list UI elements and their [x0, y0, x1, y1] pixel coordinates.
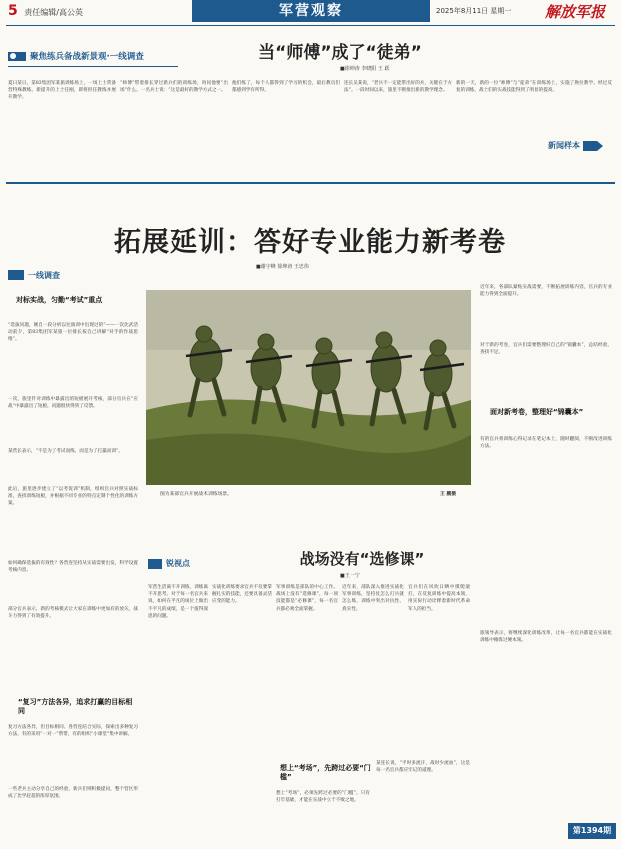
left-col-tag-label: 一线调查 — [28, 270, 60, 280]
left-col-para-4: 此后，旅里逐步建立了“以考促训”机制，组织官兵对照实战标准，查找训练短板，并根据不同专业的特点定制个性化的训练方案。 — [8, 487, 138, 507]
right-col-para-2: 对于新的考卷，官兵们需要整理好自己的“锦囊本”，总结经验，查找不足。 — [480, 343, 612, 356]
section-rule — [6, 182, 615, 184]
newspaper-logo: 解放军报 — [545, 3, 606, 21]
banner-title: 拓展延训：答好专业能力新考卷 — [114, 227, 506, 258]
header-rule — [6, 25, 615, 26]
sidebar-tag — [148, 558, 190, 569]
lead-article-col4: 连长吴某说，“老兵不一定能带出好的兵，关键在于方法”。一段时间以来，旅里不断推出新的教学理念。 — [344, 81, 452, 94]
right-col-para-3: 有的官兵将训练心得记录在笔记本上，随时翻阅，不断改进训练方法。 — [480, 437, 612, 450]
photo-caption: 图为某部官兵开展战术训练场景。 — [160, 492, 232, 497]
zhandou-title: 战场没有“选修课” — [299, 550, 425, 568]
zhandou-para-2: 近年来，部队深入推进实战化军事训练，坚持仗怎么打兵就怎么练，训练中突出对抗性、真实性。 — [342, 585, 404, 612]
right-col-para-1: 近年来，各部队紧贴实战需要，不断拓展训练内容，官兵的专业能力得到全面提升。 — [480, 285, 612, 298]
sidebar-para-2: 实战化训练要求官兵不仅要掌握扎实的技能，还要具备灵活应变的能力。 — [212, 585, 272, 605]
photo-credit: 王 鹏摄 — [440, 492, 457, 497]
left-col-tag — [8, 268, 138, 282]
eye-icon — [148, 559, 162, 569]
lead-article-title: 当“师傅”成了“徒弟” — [258, 43, 422, 63]
zhandou-para-4: 想上“考场”，必须先跨过必要的“门槛”。只有打牢基础，才能在实战中立于不败之地。 — [276, 791, 370, 804]
left-col-para-1: “选拔问题，刚自一段分析以往演训中出现过的”——一次比武活动前夕，第83集团军某旅一位排长按自己讲解“对手的作战思维”。 — [8, 323, 138, 343]
left-col-para-7: 复习方法各异，但目标相同。各营连结合实际，探索出多种复习方法，有的采用“一对一”帮带，有的组织“小课堂”集中讲解。 — [8, 725, 138, 738]
lead-article-col3: 他们练了，每个人都得到了学习的机会，最后教员们都感到学有所得。 — [232, 81, 340, 94]
lead-article-col5: 新的一天，新的一位“师傅”与“徒弟”在训练场上，实施了换位教学。经过反复的训练，战士们的实战技能得到了明显的提高。 — [456, 81, 612, 94]
flag-icon — [8, 270, 24, 280]
left-col-para-2: 一次，旅里针对训练中暴露出的短板展开考核，部分官兵在“应战”中暴露出了短板，问题很快得到了反馈。 — [8, 397, 138, 410]
zhandou-para-1: 军事训练是部队的中心工作。战场上没有“选修课”，每一项技能都是“必修课”，每一名官兵都必须全面掌握。 — [276, 585, 338, 612]
news-sample-tag — [548, 140, 603, 151]
soldiers-photo-graphic — [146, 290, 471, 485]
arrow-icon — [583, 141, 603, 151]
training-photo — [146, 290, 471, 485]
news-sample-label: 新闻样本 — [548, 141, 580, 150]
left-col-para-6: 部分官兵表示，新的考核模式让大家在训练中更加有的放矢，战斗力得到了有效提升。 — [8, 607, 138, 620]
tag-rule — [8, 66, 178, 67]
issue-date: 2025年8月11日 星期一 — [436, 7, 512, 15]
lead-article-col1: 夏日某日，第83集团军某旅训练场上，一场上士常备营特殊教练。新提升的上士任刚，即将担任教练并展开教学。 — [8, 81, 116, 101]
lead-article-byline: ■徐坤涛 李晓阳 王 跃 — [340, 66, 390, 72]
left-col-subhead-2: “复习”方法各异，追求打赢的目标相同 — [18, 698, 133, 715]
series-tag — [8, 48, 188, 64]
left-col-para-3: 某营长表示，“不是为了考试而练，而是为了打赢而训”。 — [8, 449, 123, 454]
lead-article-col2: “师傅”带着排长穿过新兵们的训练场，询问他要“出场”什么。一名兵士说：“这是最好的教学方式之一。 — [120, 81, 228, 94]
sidebar-tag-label: 锐视点 — [166, 559, 190, 568]
zhandou-subhead: 想上“考场”，先跨过必要“门槛” — [280, 764, 371, 781]
left-col-subhead-1: 对标实战，匀勤“考试”重点 — [16, 296, 103, 304]
zhandou-para-5: 某连长说，“平时多流汗，战时少流血”，这是每一名官兵都应牢记的道理。 — [376, 761, 470, 774]
issue-badge: 第1394期 — [568, 823, 616, 839]
section-banner: 军营观察 — [192, 0, 430, 22]
sidebar-para-1: 军营生活离不开训练，训练离不开思考。对于每一名官兵来说，如何在平凡的岗位上做出不平凡的成绩，是一个值得深思的问题。 — [148, 585, 208, 619]
left-col-para-8: 一些老兵主动分享自己的经验，新兵们则积极提问，整个营区形成了比学赶超的浓厚氛围。 — [8, 787, 138, 800]
right-col-subhead: 面对新考卷，整理好“锦囊本” — [490, 408, 584, 416]
page-header-left — [8, 3, 83, 19]
zhandou-para-3: 官兵们在风吹日晒中摸爬滚打，在反复训练中提高本领，用实际行动诠释着新时代革命军人的担当。 — [408, 585, 470, 612]
series-tag-label: 聚焦练兵备战新景观·一线调查 — [30, 52, 144, 62]
zhandou-byline: ■王一宁 — [340, 573, 360, 579]
soldier-icon — [8, 50, 26, 62]
right-col-para-4: 旅领导表示，将继续深化训练改革，让每一名官兵都能在实战化训练中锤炼过硬本领。 — [480, 631, 612, 644]
banner-byline: ■谢宇峰 徐坤涛 王忠伟 — [256, 264, 309, 270]
page-number: 5 — [8, 3, 18, 19]
page-label: 责任编辑/高公英 — [24, 8, 83, 17]
left-col-para-5: 如何确保选拔的有效性？各营连坚持从实战需要出发，科学设置考核内容。 — [8, 561, 138, 574]
